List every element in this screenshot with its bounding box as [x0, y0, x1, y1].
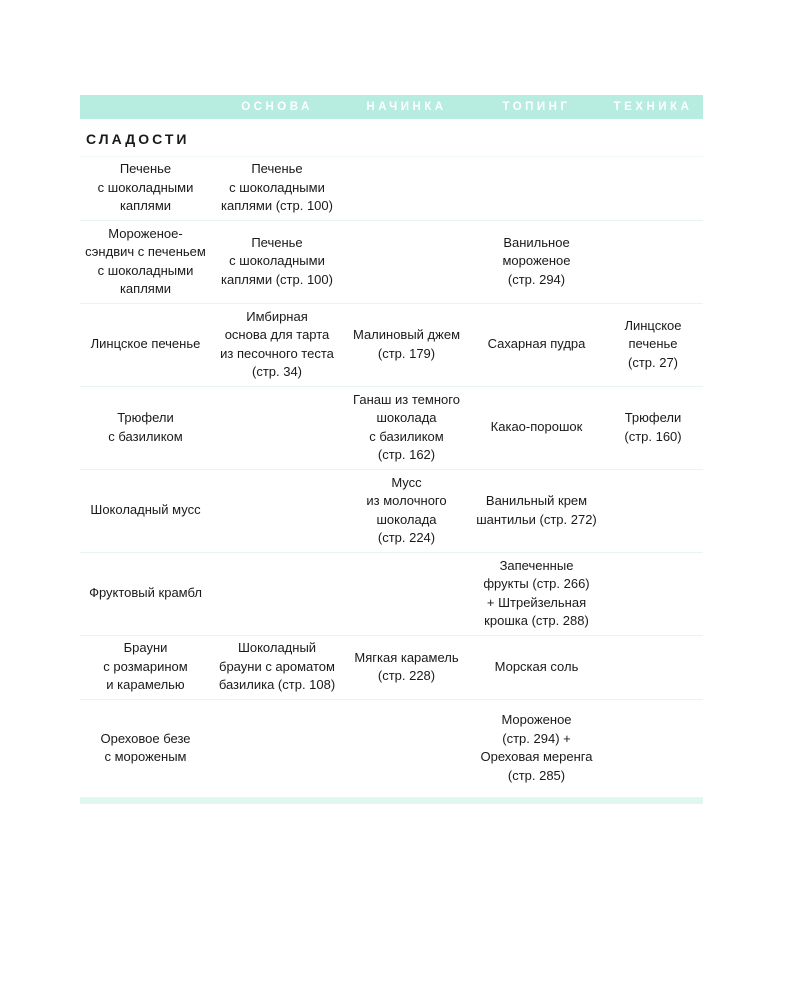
filling-cell [343, 552, 470, 635]
topping-cell: Морская соль [470, 635, 603, 699]
topping-cell: Запеченные фрукты (стр. 266) + Штрейзельная крошка (стр. 288) [470, 552, 603, 635]
topping-cell: Мороженое (стр. 294) + Ореховая меренга (стр. 285) [470, 699, 603, 797]
technique-cell: Линцское печенье (стр. 27) [603, 303, 703, 386]
filling-cell [343, 220, 470, 303]
topping-cell: Ванильный крем шантильи (стр. 272) [470, 469, 603, 552]
table-header-row [80, 95, 703, 119]
base-cell: Имбирная основа для тарта из песочного теста (стр. 34) [211, 303, 343, 386]
section-title: СЛАДОСТИ [80, 119, 703, 156]
technique-cell [603, 635, 703, 699]
section-row [80, 119, 703, 156]
dessert-name: Печенье с шоколадными каплями [80, 156, 211, 220]
dessert-name: Линцское печенье [80, 303, 211, 386]
technique-cell [603, 699, 703, 797]
header-base: ОСНОВА [241, 101, 313, 113]
dessert-name: Брауни с розмарином и карамелью [80, 635, 211, 699]
dessert-name: Шоколадный мусс [80, 469, 211, 552]
header-technique: ТЕХНИКА [613, 101, 693, 113]
filling-cell [343, 699, 470, 797]
technique-cell: Трюфели (стр. 160) [603, 386, 703, 469]
filling-cell: Ганаш из темного шоколада с базиликом (стр. 162) [343, 386, 470, 469]
table-row [80, 699, 703, 797]
table-footer-bar [80, 797, 703, 804]
technique-cell [603, 469, 703, 552]
base-cell [211, 469, 343, 552]
table-row [80, 220, 703, 303]
technique-cell [603, 156, 703, 220]
base-cell [211, 552, 343, 635]
topping-cell [470, 156, 603, 220]
header-topping: ТОПИНГ [502, 101, 571, 113]
dessert-name: Трюфели с базиликом [80, 386, 211, 469]
base-cell [211, 386, 343, 469]
filling-cell: Мягкая карамель (стр. 228) [343, 635, 470, 699]
filling-cell: Малиновый джем (стр. 179) [343, 303, 470, 386]
filling-cell: Мусс из молочного шоколада (стр. 224) [343, 469, 470, 552]
topping-cell: Ванильное мороженое (стр. 294) [470, 220, 603, 303]
header-filling: НАЧИНКА [366, 101, 447, 113]
recipes-table [80, 95, 703, 804]
base-cell: Печенье с шоколадными каплями (стр. 100) [211, 220, 343, 303]
dessert-name: Фруктовый крамбл [80, 552, 211, 635]
dessert-name: Мороженое- сэндвич с печеньем с шоколадными каплями [80, 220, 211, 303]
base-cell: Печенье с шоколадными каплями (стр. 100) [211, 156, 343, 220]
table-row [80, 635, 703, 699]
table-row [80, 303, 703, 386]
table-row [80, 156, 703, 220]
table-row [80, 386, 703, 469]
base-cell: Шоколадный брауни с ароматом базилика (стр. 108) [211, 635, 343, 699]
base-cell [211, 699, 343, 797]
technique-cell [603, 552, 703, 635]
filling-cell [343, 156, 470, 220]
table-row [80, 469, 703, 552]
header-empty [80, 95, 211, 119]
topping-cell: Сахарная пудра [470, 303, 603, 386]
dessert-name: Ореховое безе с мороженым [80, 699, 211, 797]
table-row [80, 552, 703, 635]
footer-bar-cell [80, 797, 703, 804]
topping-cell: Какао-порошок [470, 386, 603, 469]
technique-cell [603, 220, 703, 303]
